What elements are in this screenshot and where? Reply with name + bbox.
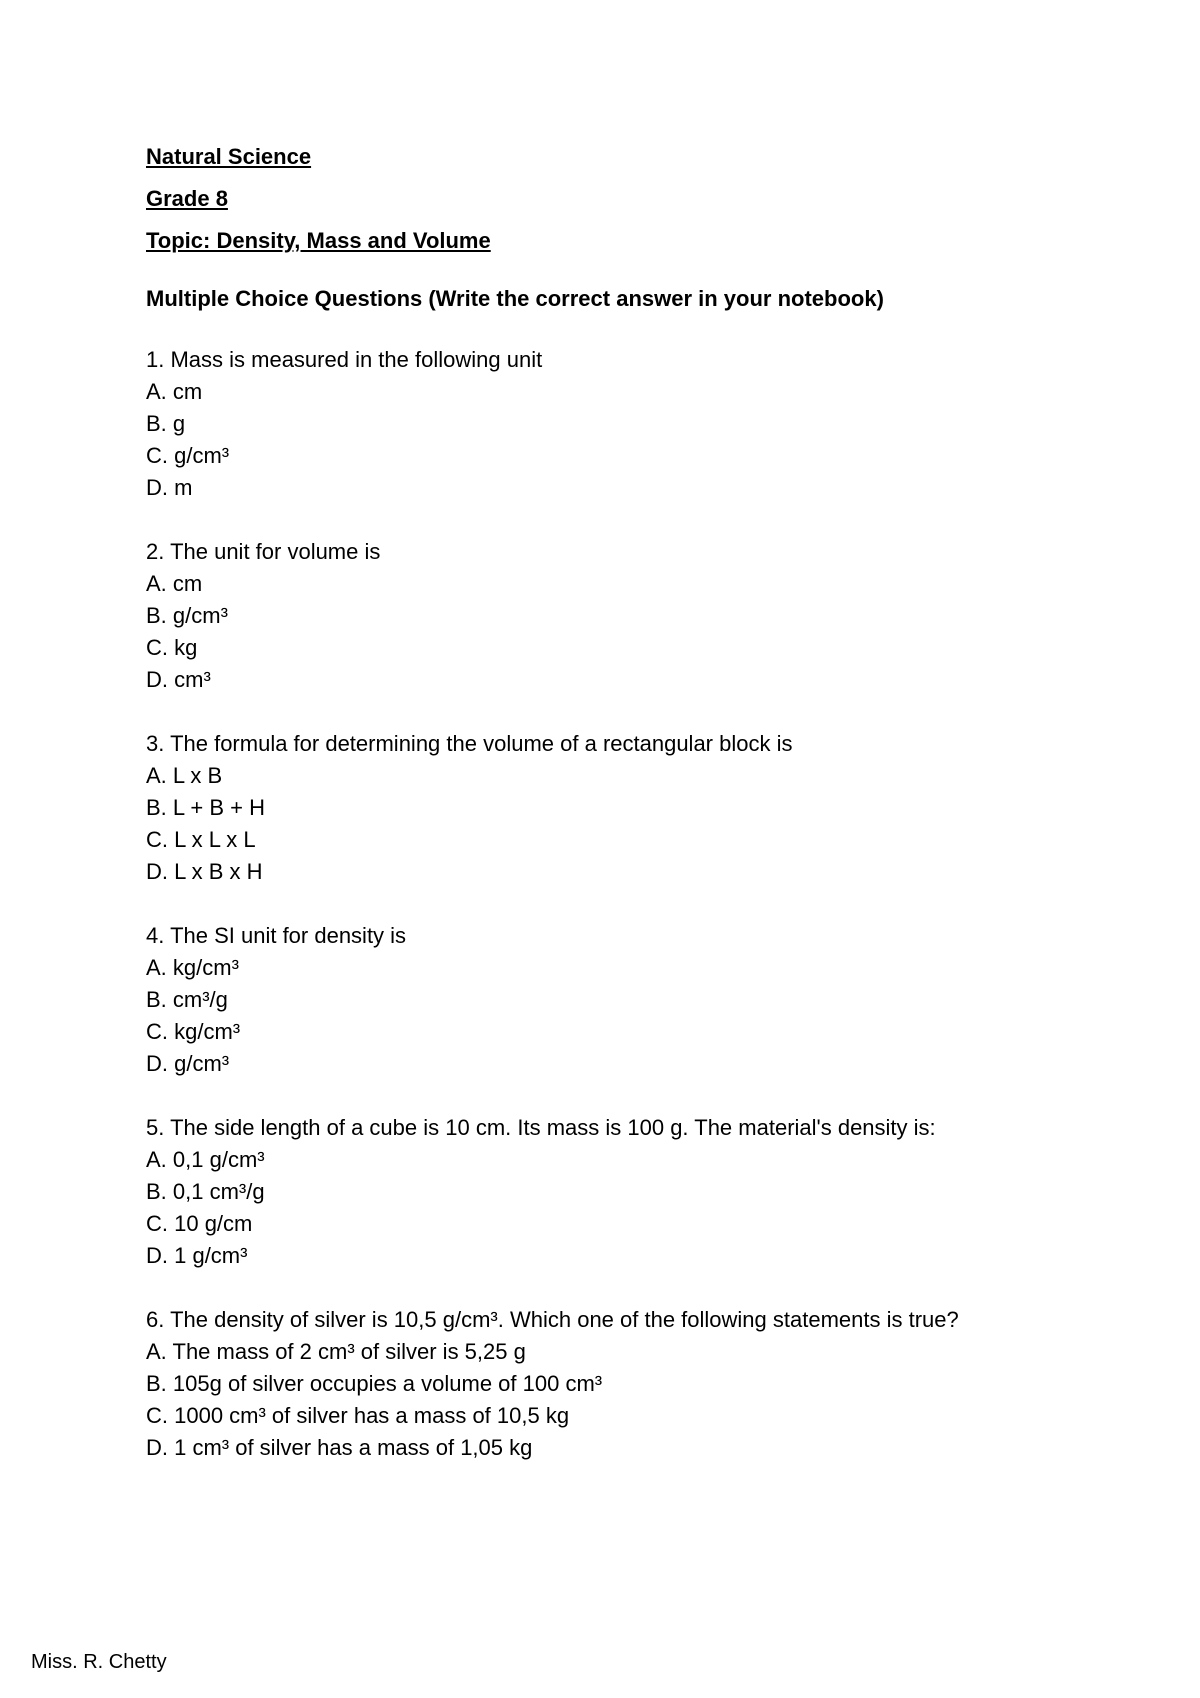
option-c: C. 10 g/cm [146,1211,253,1236]
option-d: D. 1 cm³ of silver has a mass of 1,05 kg [146,1435,533,1460]
option-b: B. g/cm³ [146,603,228,628]
instructions: Multiple Choice Questions (Write the correct answer in your notebook) [146,286,884,311]
option-d: D. g/cm³ [146,1051,230,1076]
option-d: D. 1 g/cm³ [146,1243,248,1268]
option-c: C. kg [146,635,198,660]
author-footer: Miss. R. Chetty [31,1651,167,1673]
question-4 [146,920,1046,1080]
option-c: C. g/cm³ [146,443,230,468]
question-prompt: 6. The density of silver is 10,5 g/cm³. Which one of the following statements is true? [146,1307,959,1332]
option-a: A. 0,1 g/cm³ [146,1147,265,1172]
question-1 [146,344,1046,504]
question-2 [146,536,1046,696]
option-b: B. 0,1 cm³/g [146,1179,265,1204]
topic-heading: Topic: Density, Mass and Volume [146,228,491,253]
question-prompt: 5. The side length of a cube is 10 cm. Its mass is 100 g. The material's density is: [146,1115,936,1140]
option-c: C. kg/cm³ [146,1019,241,1044]
question-5 [146,1112,1046,1272]
option-d: D. m [146,475,193,500]
option-c: C. L x L x L [146,827,256,852]
subject-heading: Natural Science [146,144,312,169]
question-prompt: 1. Mass is measured in the following unit [146,347,543,372]
option-a: A. cm [146,379,203,404]
option-a: A. kg/cm³ [146,955,239,980]
question-3 [146,728,1046,888]
option-b: B. cm³/g [146,987,228,1012]
option-d: D. L x B x H [146,859,263,884]
option-b: B. g [146,411,186,436]
question-6 [146,1304,1046,1464]
worksheet-content [146,144,1046,1496]
option-a: A. L x B [146,763,223,788]
question-prompt: 2. The unit for volume is [146,539,381,564]
option-b: B. 105g of silver occupies a volume of 100 cm³ [146,1371,603,1396]
option-b: B. L + B + H [146,795,266,820]
question-prompt: 4. The SI unit for density is [146,923,407,948]
option-d: D. cm³ [146,667,211,692]
grade-heading: Grade 8 [146,186,228,211]
option-c: C. 1000 cm³ of silver has a mass of 10,5 kg [146,1403,570,1428]
option-a: A. cm [146,571,203,596]
option-a: A. The mass of 2 cm³ of silver is 5,25 g [146,1339,526,1364]
question-prompt: 3. The formula for determining the volume of a rectangular block is [146,731,793,756]
